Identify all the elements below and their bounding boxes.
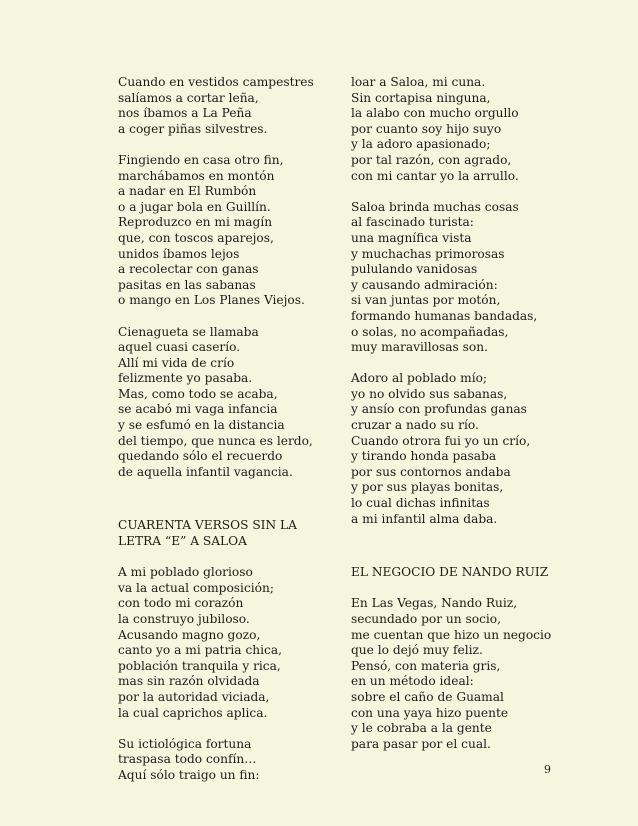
- poem-line: por sus contornos andaba: [351, 464, 511, 479]
- poem-line: del tiempo, que nunca es lerdo,: [118, 433, 313, 448]
- poem-line: loar a Saloa, mi cuna.: [351, 75, 486, 89]
- poem-line: una magnífica vista: [351, 230, 472, 245]
- stanza: [118, 565, 314, 721]
- poem-line: y se esfumó en la distancia: [118, 418, 285, 433]
- poem-line: quedando sólo el recuerdo: [118, 449, 283, 464]
- poem-line: con todo mi corazón: [118, 596, 244, 611]
- poem-line: formando humanas bandadas,: [351, 308, 538, 323]
- poem-line: Pensó, con materia gris,: [351, 658, 501, 673]
- poem-title: [118, 518, 314, 549]
- poem-line: la cual caprichos aplica.: [118, 705, 268, 720]
- poem-line: aquel cuasi caserío.: [118, 340, 241, 355]
- poem-line: unidos íbamos lejos: [118, 246, 240, 261]
- stanza: [118, 75, 314, 137]
- stanza: [351, 596, 551, 752]
- poem-line: Reproduzco en mi magín: [118, 215, 273, 230]
- poem-line: En Las Vegas, Nando Ruiz,: [351, 596, 518, 611]
- stanza: [351, 371, 551, 527]
- poem-line: al fascinado turista:: [351, 215, 474, 230]
- poem-line: Saloa brinda muchas cosas: [351, 199, 519, 214]
- stanza: [118, 153, 314, 309]
- poem-line: o mango en Los Planes Viejos.: [118, 293, 305, 308]
- poem-line: si van juntas por motón,: [351, 293, 501, 308]
- poem-line: A mi poblado glorioso: [118, 565, 253, 580]
- poem-line: canto yo a mi patria chica,: [118, 643, 282, 658]
- poem-line: se acabó mi vaga infancia: [118, 402, 278, 417]
- poem-line: cruzar a nado su río.: [351, 418, 479, 433]
- poem-line: para pasar por el cual.: [351, 736, 491, 751]
- left-column: [118, 75, 314, 784]
- poem-line: pasitas en las sabanas: [118, 277, 256, 292]
- poem-line: por la autoridad viciada,: [118, 689, 270, 704]
- poem-line: nos íbamos a La Peña: [118, 106, 252, 121]
- poem-title: EL NEGOCIO DE NANDO RUIZ: [351, 565, 549, 580]
- poem-line: y la adoro apasionado;: [351, 137, 491, 152]
- poem-line: la construyo jubiloso.: [118, 612, 250, 626]
- stanza: [351, 75, 551, 184]
- poem-line: yo no olvido sus sabanas,: [351, 386, 508, 401]
- stanza: [118, 737, 314, 784]
- poem-line: Cienagueta se llamaba: [118, 324, 259, 339]
- poem-line: salíamos a cortar leña,: [118, 90, 259, 105]
- poem-line: con mi cantar yo la arrullo.: [351, 168, 519, 183]
- poem-line: me cuentan que hizo un negocio: [351, 627, 552, 642]
- poem-line: la alabo con mucho orgullo: [351, 106, 519, 121]
- poem-line: secundado por un socio,: [351, 612, 502, 626]
- poem-line: y le cobraba a la gente: [351, 721, 492, 736]
- poem-line: Fingiendo en casa otro fin,: [118, 152, 284, 167]
- poem-line: Acusando magno gozo,: [118, 627, 261, 642]
- poem-line: traspasa todo confín…: [118, 752, 257, 767]
- poem-line: Su ictiológica fortuna: [118, 736, 252, 751]
- poem-line: muy maravillosas son.: [351, 340, 488, 355]
- poem-line: Mas, como todo se acaba,: [118, 386, 278, 401]
- poem-line: Cuando otrora fui yo un crío,: [351, 433, 531, 448]
- poem-line: a recolectar con ganas: [118, 262, 259, 277]
- poem-line: con una yaya hizo puente: [351, 705, 509, 720]
- poem-line: en un método ideal:: [351, 674, 474, 689]
- poem-line: va la actual composición;: [118, 580, 274, 595]
- stanza: [351, 200, 551, 356]
- poem-line: que lo dejó muy feliz.: [351, 643, 483, 658]
- right-column: [351, 75, 551, 752]
- poem-line: y por sus playas bonitas,: [351, 480, 504, 495]
- poem-line: a mi infantil alma daba.: [351, 511, 498, 526]
- poem-line: felizmente yo pasaba.: [118, 371, 253, 386]
- poem-line: Cuando en vestidos campestres: [118, 75, 314, 89]
- poem-line: de aquella infantil vagancia.: [118, 464, 293, 479]
- stanza: [118, 325, 314, 481]
- poem-line: y muchachas primorosas: [351, 246, 505, 261]
- poem-line: a nadar en El Rumbón: [118, 184, 257, 199]
- poem-line: y ansío con profundas ganas: [351, 402, 527, 417]
- poem-line: Sin cortapisa ninguna,: [351, 90, 491, 105]
- poem-line: y tirando honda pasaba: [351, 449, 497, 464]
- poem-line: o solas, no acompañadas,: [351, 324, 509, 339]
- poem-line: por tal razón, con agrado,: [351, 152, 512, 167]
- poem-line: CUARENTA VERSOS SIN LA: [118, 518, 297, 533]
- poem-line: Aquí sólo traigo un fin:: [118, 767, 260, 782]
- poem-line: mas sin razón olvidada: [118, 674, 260, 689]
- poem-line: a coger piñas silvestres.: [118, 121, 268, 136]
- poem-line: que, con toscos aparejos,: [118, 230, 274, 245]
- poem-line: población tranquila y rica,: [118, 658, 281, 673]
- poem-line: y causando admiración:: [351, 277, 498, 292]
- poem-line: Allí mi vida de crío: [118, 355, 235, 370]
- poem-line: o a jugar bola en Guillín.: [118, 199, 271, 214]
- poem-line: sobre el caño de Guamal: [351, 689, 504, 704]
- poem-line: lo cual dichas infinitas: [351, 496, 490, 511]
- poem-line: Adoro al poblado mío;: [351, 371, 488, 386]
- poem-line: LETRA “E” A SALOA: [118, 534, 247, 549]
- poem-line: por cuanto soy hijo suyo: [351, 121, 502, 136]
- poem-line: pululando vanidosas: [351, 262, 478, 277]
- poem-line: marchábamos en montón: [118, 168, 275, 183]
- page-number: 9: [544, 763, 551, 776]
